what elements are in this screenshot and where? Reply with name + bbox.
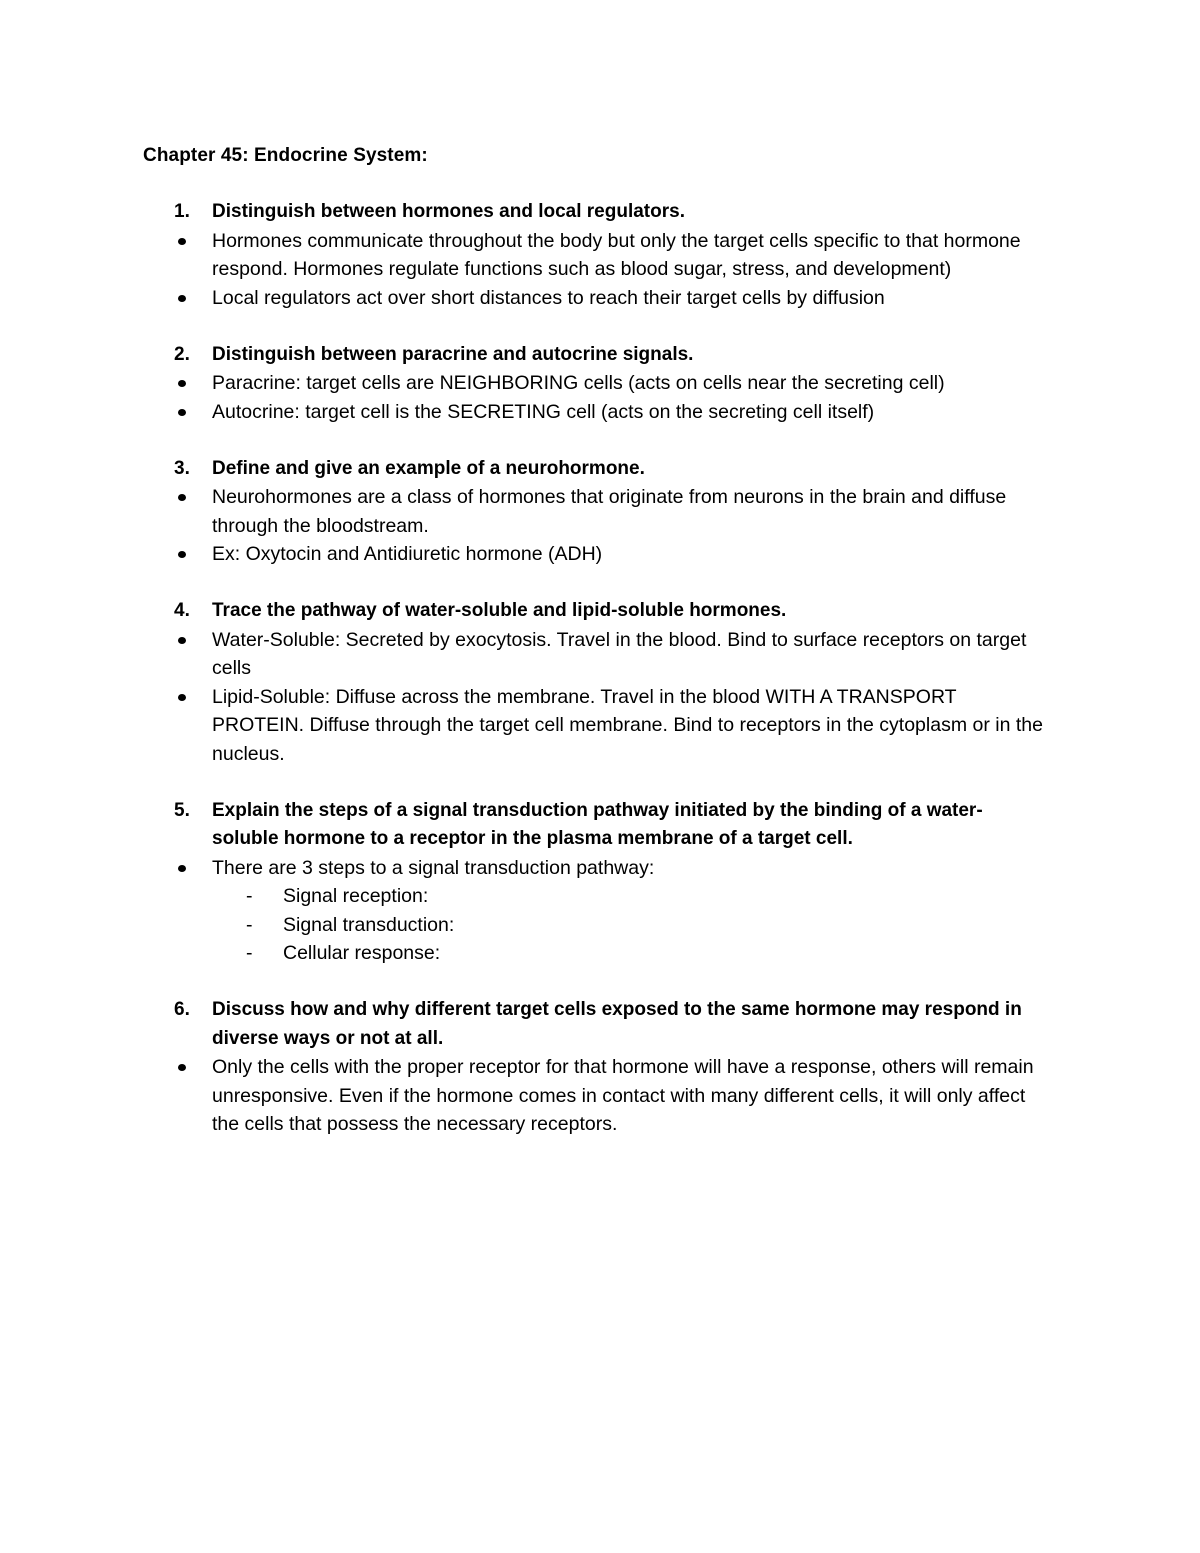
question-3 [0,455,1200,569]
question-heading [0,797,1032,854]
question-heading [0,198,1032,227]
bullet-icon [178,295,186,302]
dash-icon: - [246,942,253,964]
bullet-icon [178,409,186,416]
question-number: 3. [174,457,190,479]
question-text: Distinguish between paracrine and autocrine signals. [212,343,694,365]
question-text: Trace the pathway of water-soluble and lipid-soluble hormones. [212,600,787,621]
bullet-icon [178,865,186,872]
step-list [0,882,1200,968]
bullet-icon [178,637,186,644]
question-number: 5. [174,799,190,821]
answer-bullet [0,626,1052,683]
step-text: Signal reception: [283,885,429,907]
answer-text: Local regulators act over short distances to reach their target cells by diffusion [212,286,885,309]
question-number: 4. [174,600,190,621]
answer-text: Lipid-Soluble: Diffuse across the membrane. Travel in the blood WITH A TRANSPORT PROTEIN. Diffuse through the target cell membrane. Bind to receptors in the cytoplasm or in the nucleus. [212,685,1043,765]
answer-text: Water-Soluble: Secreted by exocytosis. Travel in the blood. Bind to surface receptors on target cells [212,628,1027,679]
bullet-icon [178,694,186,701]
answer-bullet [0,227,1052,284]
bullet-icon [178,551,186,558]
question-heading [0,455,1032,484]
dash-icon: - [246,885,253,907]
answer-list [0,369,1200,426]
step-text: Signal transduction: [283,913,455,936]
bullet-icon [178,1064,186,1071]
step-item [0,911,1200,940]
step-item [0,882,1200,911]
answer-bullet [0,398,1052,427]
answer-text: Only the cells with the proper receptor for that hormone will have a response, others will remain unresponsive. Even if the hormone comes in contact with many different cells, it will only affect the cells that possess the necessary receptors. [212,1056,1034,1135]
question-1 [0,198,1200,312]
question-4 [0,597,1200,768]
answer-text: Ex: Oxytocin and Antidiuretic hormone (ADH) [212,543,603,565]
question-2 [0,341,1200,427]
answer-bullet [0,1053,1052,1139]
answer-bullet [0,683,1052,769]
answer-bullet [0,854,1052,883]
question-number: 1. [174,201,190,222]
question-heading [0,996,1032,1053]
question-text: Discuss how and why different target cells exposed to the same hormone may respond in diverse ways or not at all. [212,999,1022,1049]
document-title: Chapter 45: Endocrine System: [143,145,428,166]
question-number: 6. [174,999,190,1020]
answer-text: Neurohormones are a class of hormones that originate from neurons in the brain and diffuse through the bloodstream. [212,486,1007,537]
question-5 [0,797,1200,968]
question-number: 2. [174,343,190,365]
answer-list [0,483,1200,569]
dash-icon: - [246,913,253,936]
answer-text: Paracrine: target cells are NEIGHBORING cells (acts on cells near the secreting cell) [212,372,945,394]
answer-list [0,227,1200,313]
question-list [0,198,1200,1167]
answer-list [0,1053,1200,1139]
question-heading [0,341,1032,370]
answer-text: Autocrine: target cell is the SECRETING cell (acts on the secreting cell itself) [212,400,875,423]
question-heading [0,597,1032,626]
answer-text: Hormones communicate throughout the body but only the target cells specific to that hormone respond. Hormones regulate functions such as blood sugar, stress, and development) [212,229,1021,280]
answer-bullet [0,540,1052,569]
answer-list [0,854,1200,883]
question-text: Distinguish between hormones and local regulators. [212,201,685,222]
question-text: Explain the steps of a signal transduction pathway initiated by the binding of a water-soluble hormone to a receptor in the plasma membrane of a target cell. [212,799,983,849]
answer-bullet [0,483,1052,540]
bullet-icon [178,494,186,501]
question-text: Define and give an example of a neurohormone. [212,457,645,479]
answer-bullet [0,284,1052,313]
bullet-icon [178,380,186,387]
answer-list [0,626,1200,769]
answer-text: There are 3 steps to a signal transduction pathway: [212,856,655,879]
answer-bullet [0,369,1052,398]
step-text: Cellular response: [283,942,441,964]
step-item [0,939,1200,968]
question-6 [0,996,1200,1139]
bullet-icon [178,238,186,245]
